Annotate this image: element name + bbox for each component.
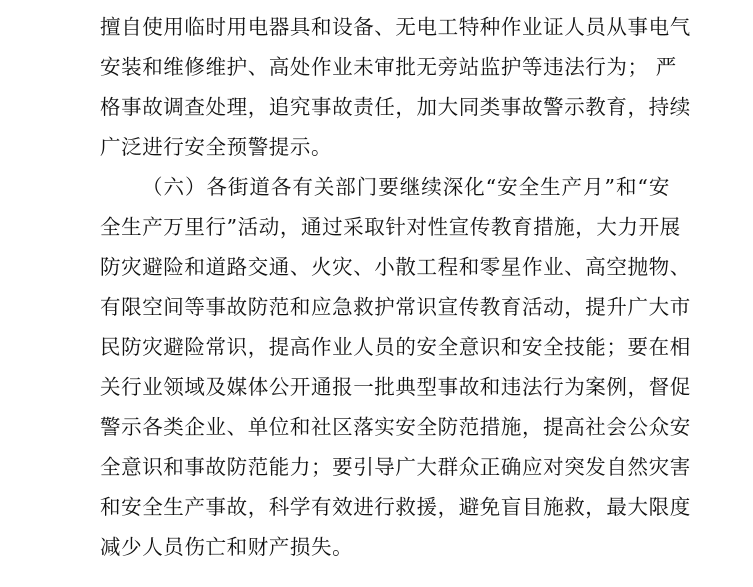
paragraph-1-line-2: 安装和维修维护、高处作业未审批无旁站监护等违法行为； 严	[100, 55, 677, 79]
paragraph-1-line-3: 格事故调查处理，追究事故责任，加大同类事故警示教育，持续	[100, 95, 691, 119]
paragraph-2-line-10: 减少人员伤亡和财产损失。	[100, 535, 354, 559]
paragraph-2-line-8: 全意识和事故防范能力；要引导广大群众正确应对突发自然灾害	[100, 455, 691, 479]
paragraph-2-line-5: 民防灾避险常识，提高作业人员的安全意识和安全技能；要在相	[100, 335, 691, 359]
paragraph-2-line-7: 警示各类企业、单位和社区落实安全防范措施，提高社会公众安	[100, 415, 691, 439]
paragraph-2-line-9: 和安全生产事故，科学有效进行救援，避免盲目施救，最大限度	[100, 495, 691, 519]
paragraph-2-line-4: 有限空间等事故防范和应急救护常识宣传教育活动，提升广大市	[100, 295, 691, 319]
paragraph-2-line-3: 防灾避险和道路交通、火灾、小散工程和零星作业、高空抛物、	[100, 255, 691, 279]
paragraph-1-line-4: 广泛进行安全预警提示。	[100, 135, 333, 159]
paragraph-1-line-1: 擅自使用临时用电器具和设备、无电工特种作业证人员从事电气	[100, 15, 691, 39]
paragraph-2-line-1: （六）各街道各有关部门要继续深化“安全生产月”和“安	[142, 175, 670, 199]
paragraph-2-line-2: 全生产万里行”活动，通过采取针对性宣传教育措施，大力开展	[100, 215, 681, 239]
document-body	[100, 7, 691, 567]
paragraph-2-line-6: 关行业领域及媒体公开通报一批典型事故和违法行为案例，督促	[100, 375, 691, 399]
